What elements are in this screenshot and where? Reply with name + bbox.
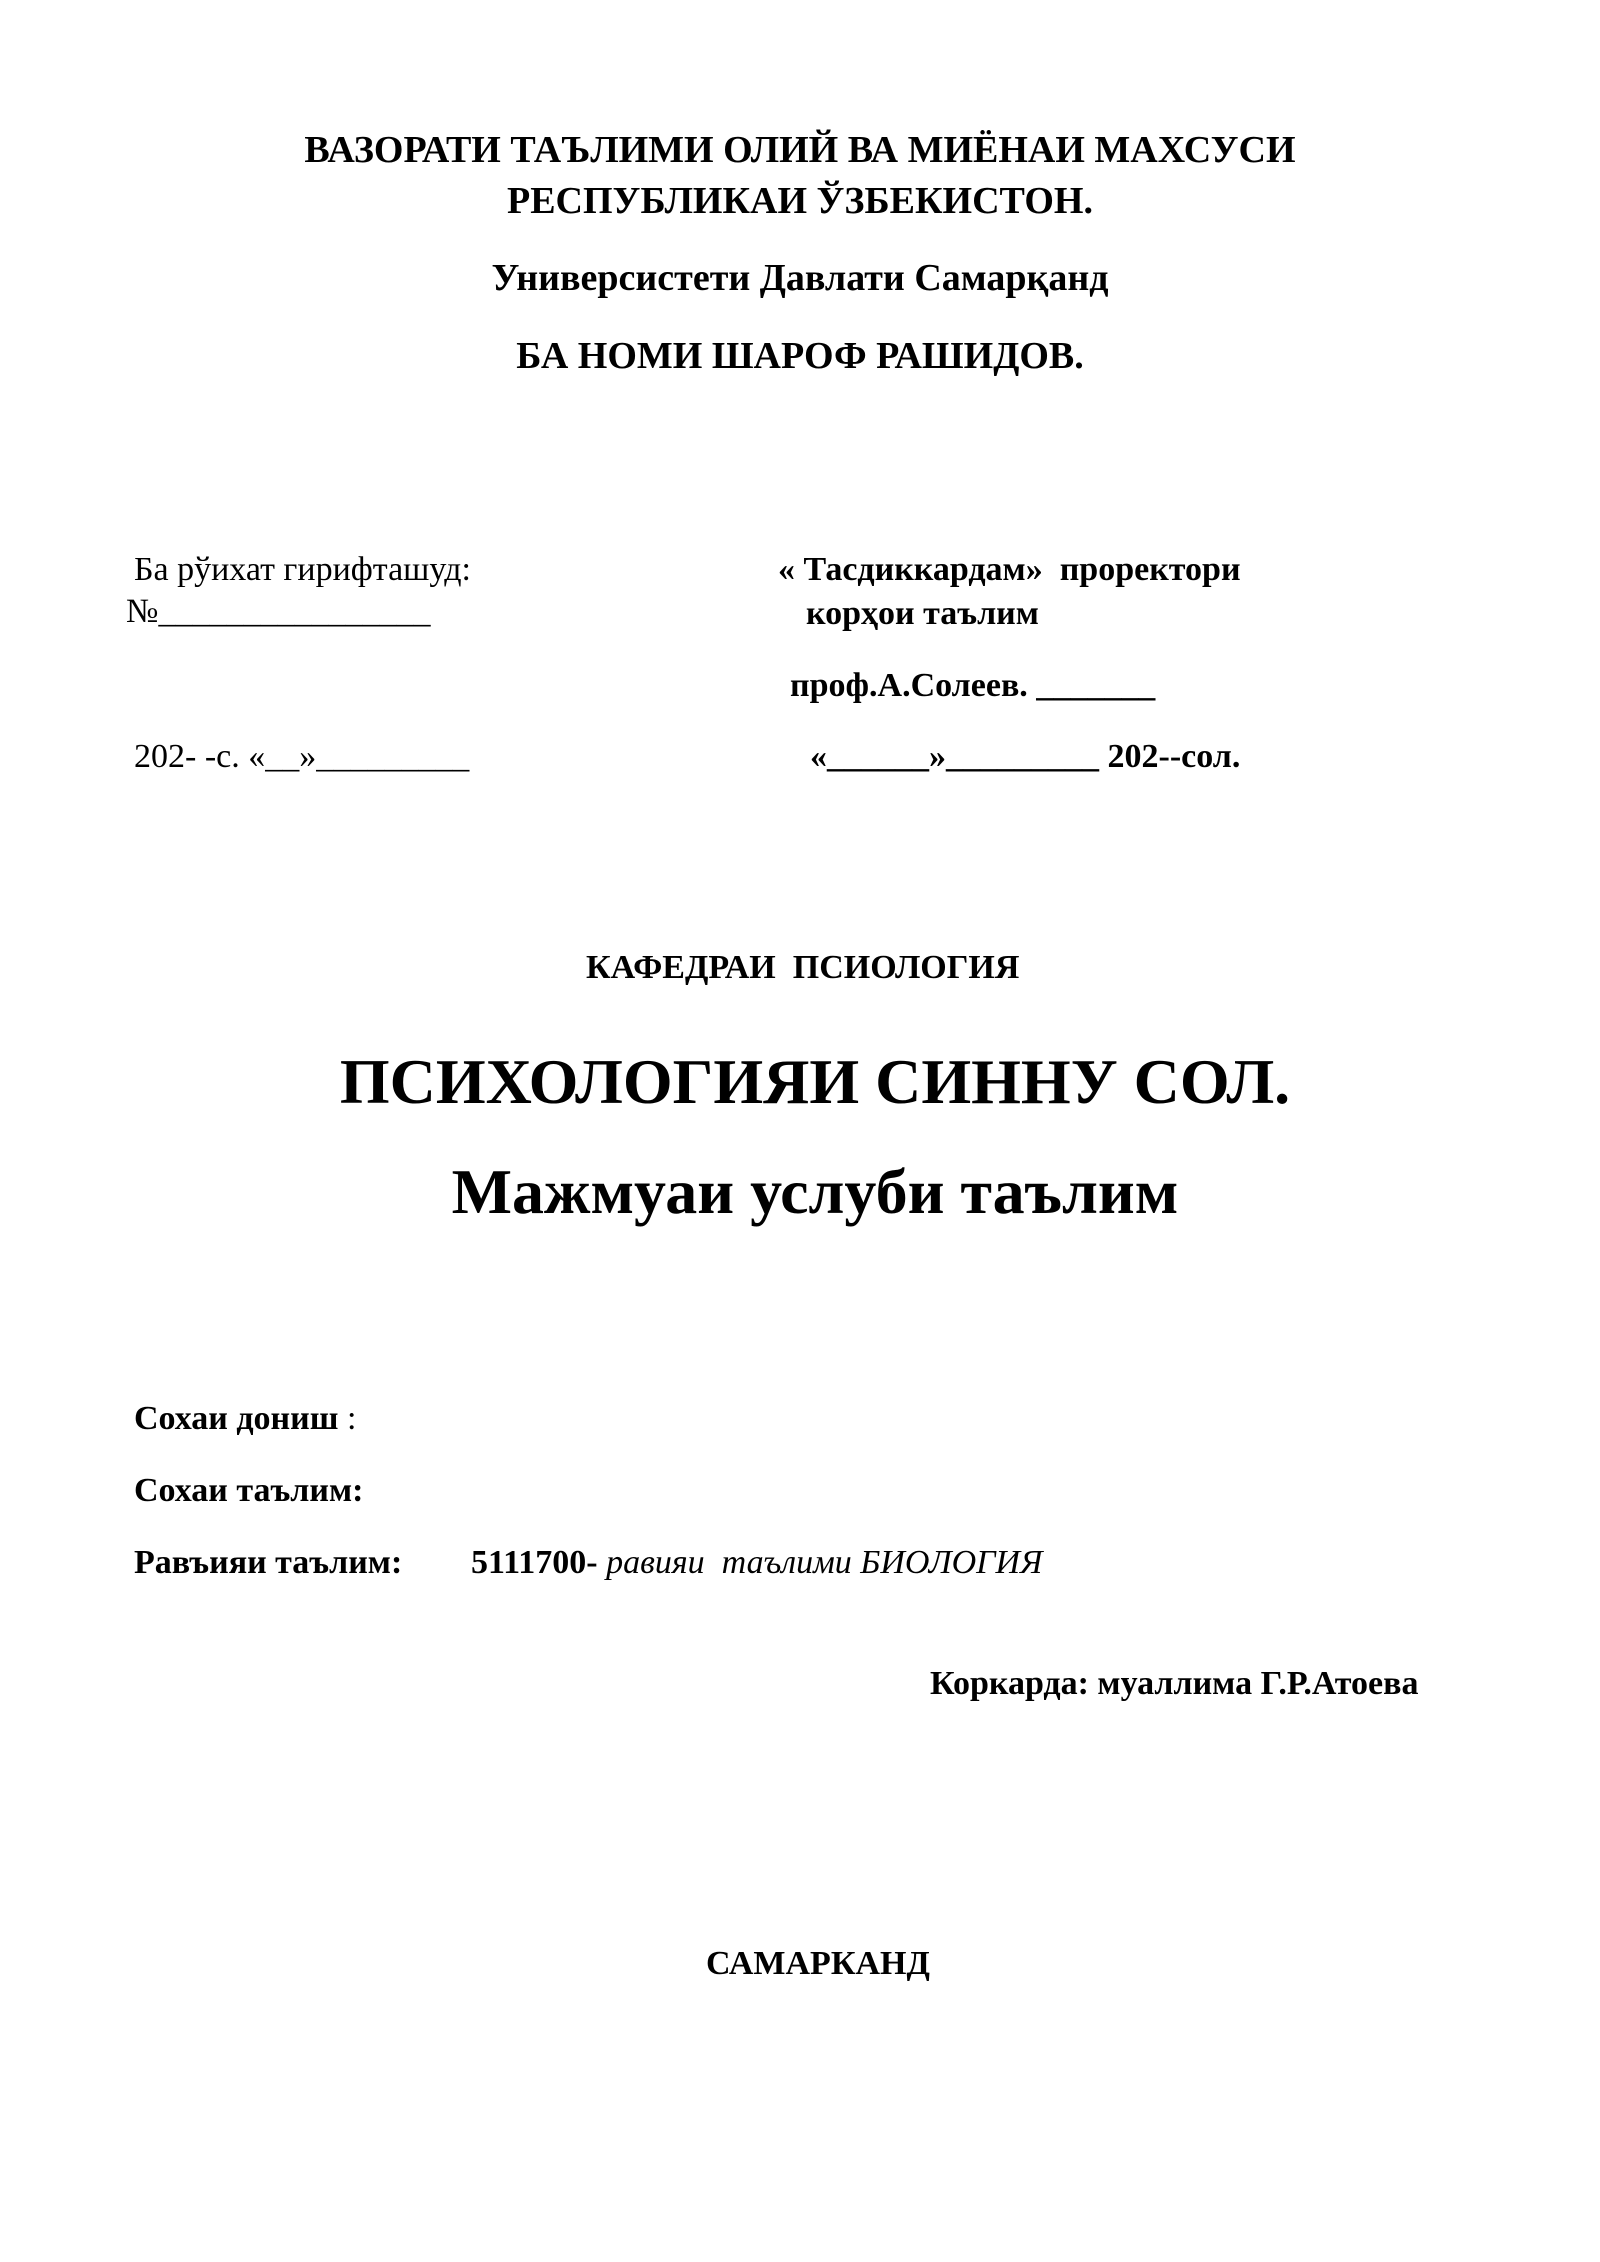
- field-education-label: Сохаи таълим:: [134, 1472, 364, 1509]
- ministry-title-line2: РЕСПУБЛИКАИ ЎЗБЕКИСТОН.: [507, 180, 1093, 222]
- department-name: КАФЕДРАИ ПСИОЛОГИЯ: [586, 949, 1020, 986]
- field-direction-label: Равъияи таълим:: [134, 1544, 403, 1581]
- approval-line2: корҳои таълим: [806, 595, 1039, 632]
- registration-label: Ба рўихат гирифташуд:: [134, 551, 471, 588]
- author-line: Коркарда: муаллима Г.Р.Атоева: [930, 1665, 1419, 1702]
- direction-name: равияи таълими БИОЛОГИЯ: [597, 1544, 1043, 1581]
- field-knowledge: [134, 1397, 356, 1441]
- approval-date-line: «______»_________ 202--сол.: [810, 738, 1241, 775]
- city-name: САМАРКАНД: [706, 1945, 930, 1982]
- field-knowledge-label: Сохаи дониш: [134, 1400, 339, 1437]
- ministry-title-line1: ВАЗОРАТИ ТАЪЛИМИ ОЛИЙ ВА МИЁНАИ МАХСУСИ: [304, 129, 1296, 171]
- field-direction-value: [471, 1541, 1042, 1585]
- approval-line1: « Тасдиккардам» проректори: [778, 551, 1241, 588]
- university-named-after: БА НОМИ ШАРОФ РАШИДОВ.: [516, 335, 1084, 377]
- direction-code: 5111700-: [471, 1544, 598, 1581]
- field-knowledge-colon: :: [338, 1400, 357, 1437]
- field-direction: [134, 1541, 402, 1585]
- registration-number-line: №________________: [126, 593, 431, 630]
- university-name: Универсистети Давлати Самарқанд: [491, 257, 1109, 299]
- approval-signature-line: проф.А.Солеев. _______: [790, 667, 1156, 704]
- document-subtitle: Мажмуаи услуби таълим: [451, 1156, 1179, 1227]
- registration-date-line: 202- -с. «__»_________: [134, 738, 470, 775]
- document-title: ПСИХОЛОГИЯИ СИННУ СОЛ.: [339, 1046, 1291, 1117]
